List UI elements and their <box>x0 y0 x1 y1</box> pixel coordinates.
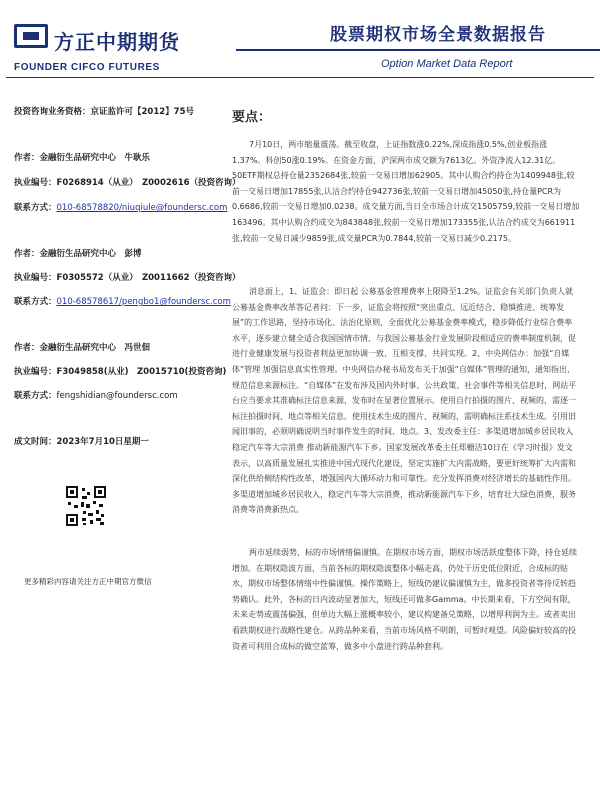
contact-email-link[interactable]: 010-68578820/niuqiule@foundersc.com <box>56 203 228 213</box>
report-subtitle: Option Market Data Report <box>381 58 513 70</box>
wechat-qr-code-icon <box>66 486 106 526</box>
body-paragraph-market <box>232 137 580 246</box>
paragraph-text: 消息面上，1、证监会：即日起 公募基金管理费率上限降至1.2%。证监会有关部门负责人就公募基金费率改革答记者问：下一步，证监会将按照“突出重点、远近结合、稳慎推进、统筹发展”的工作思路，坚持市场化、法治化原则，全面优化公募基金费率模式，稳步降低行业综合费率水平，逐步建立健全适合我国国情市情、与我国公募基金行业发展阶段相适应的费率制度机制，促进行业健康发展与投资者利益更加协调一致、互相支撑、共同实现。2、中央网信办：加强“自媒体”管理 加强信息真实性管理。中央网信办秘书局发布关于加强“自媒体”管理的通知，通知指出，规范信息来源标注。“自媒体”在发布涉及国内外时事、公共政策、社会事件等相关信息时，网站平台应当要求其准确标注信息来源，发布时在显著位置展示。使用自行拍摄的图片、视频的，需逐一标注拍摄时间、地点等相关信息。使用技术生成的图片、视频的，需明确标注系技术生成。引用旧闻旧事的，必须明确说明当时事件发生的时间、地点。3、发改委主任：多渠道增加城乡居民收入 稳定汽车等大宗消费 推动新能源汽车下乡。国家发展改革委主任郑栅洁10日在《学习时报》发文表示，以高质量发展扎实推进中国式现代化建设，坚定实施扩大内需战略，要更好统筹扩大内需和深化供给侧结构性改革，增强国内大循环动力和可靠性。充分发挥消费对经济增长的基础性作用。多渠道增加城乡居民收入，稳定汽车等大宗消费，推动新能源汽车下乡，培育壮大绿色消费，服务消费等消费新热点。 <box>232 287 577 515</box>
logo-mark-icon <box>14 24 48 48</box>
contact-email: fengshidian@foundersc.com <box>56 391 178 401</box>
qualification-text: 投资咨询业务资格：京证监许可【2012】75号 <box>14 107 194 117</box>
practice-number-line: 执业编号：F0305572（从业） Z0011662（投资咨询） <box>14 273 241 283</box>
author-line: 作者：金融衍生品研究中心 彭博 <box>14 249 142 259</box>
contact-line: 联系方式：010-68578617/pengbo1@foundersc.com <box>14 297 231 307</box>
contact-email-link[interactable]: 010-68578617/pengbo1@foundersc.com <box>56 297 231 307</box>
report-title: 股票期权市场全景数据报告 <box>330 25 546 45</box>
logo-english-name: FOUNDER CIFCO FUTURES <box>14 62 160 73</box>
paragraph-text: 7月10日，两市缩量震荡。截至收盘，上证指数涨0.22%,深成指涨0.5%,创业板指涨1.37%。科创50涨0.19%。在资金方面，沪深两市成交额为7613亿。外资净流入12.31亿。50ETF期权总持仓量2352684张,较前一交易日增加62905。其中认购合约持仓为1409948张,较前一交易日增加17855张,认沽合约持仓942736张,较前一交易日增加45050张,持仓量PCR为0.6686,较前一交易日增加0.0238。成交量方面,当日全市场合计成交1505759,较前一交易日增加163496。其中认购合约成交为843848张,较前一交易日增加173355张,认沽合约成交为661911张,较前一交易日减少9859张,成交量PCR为0.7844,较前一交易日减少0.2175。 <box>232 140 580 243</box>
header-divider <box>6 77 594 78</box>
contact-line: 联系方式：fengshidian@foundersc.com <box>14 391 178 401</box>
logo-chinese-name: 方正中期期货 <box>54 30 180 54</box>
qr-caption: 更多精彩内容请关注方正中期官方微信 <box>24 577 152 586</box>
practice-number-line: 执业编号：F0268914（从业） Z0002616（投资咨询） <box>14 178 241 188</box>
date-line: 成文时间：2023年7月10日星期一 <box>14 437 149 447</box>
body-paragraph-news <box>232 284 580 518</box>
contact-line: 联系方式：010-68578820/niuqiule@foundersc.com <box>14 203 228 213</box>
title-underline <box>236 49 600 51</box>
paragraph-text: 两市延续弱势，标的市场情绪偏谨慎。在期权市场方面，期权市场活跃度整体下降，持仓延续增加。在期权隐波方面，当前各标的期权隐波整体小幅走高，仍处于历史低位附近，合成标的贴水，期权市场整体情绪中性偏谨慎。操作策略上，短线仍建议偏谨慎为主，做多投资者等待反转趋势确认。此外，各标的日内波动显著加大，短线还可做多Gamma。中长期来看，下方空间有限，未来走势或震荡偏强，但单边大幅上涨概率较小，建议构建备兑策略，以增厚利润为主。或者卖出看跌期权进行战略性建仓。从跨品种来看，当前市场风格不明朗，可暂时观望。风险偏好较高的投资者可利用合成标的做空蓝筹，做多中小盘进行跨品种套利。 <box>232 548 577 651</box>
report-header <box>0 0 600 80</box>
author-line: 作者：金融衍生品研究中心 冯世佃 <box>14 343 151 353</box>
author-line: 作者：金融衍生品研究中心 牛耿乐 <box>14 153 151 163</box>
key-points-title: 要点： <box>232 110 272 125</box>
body-paragraph-strategy <box>232 545 580 654</box>
practice-number-line: 执业编号：F3049858(从业) Z0015710(投资咨询) <box>14 367 227 377</box>
company-logo <box>6 12 211 73</box>
